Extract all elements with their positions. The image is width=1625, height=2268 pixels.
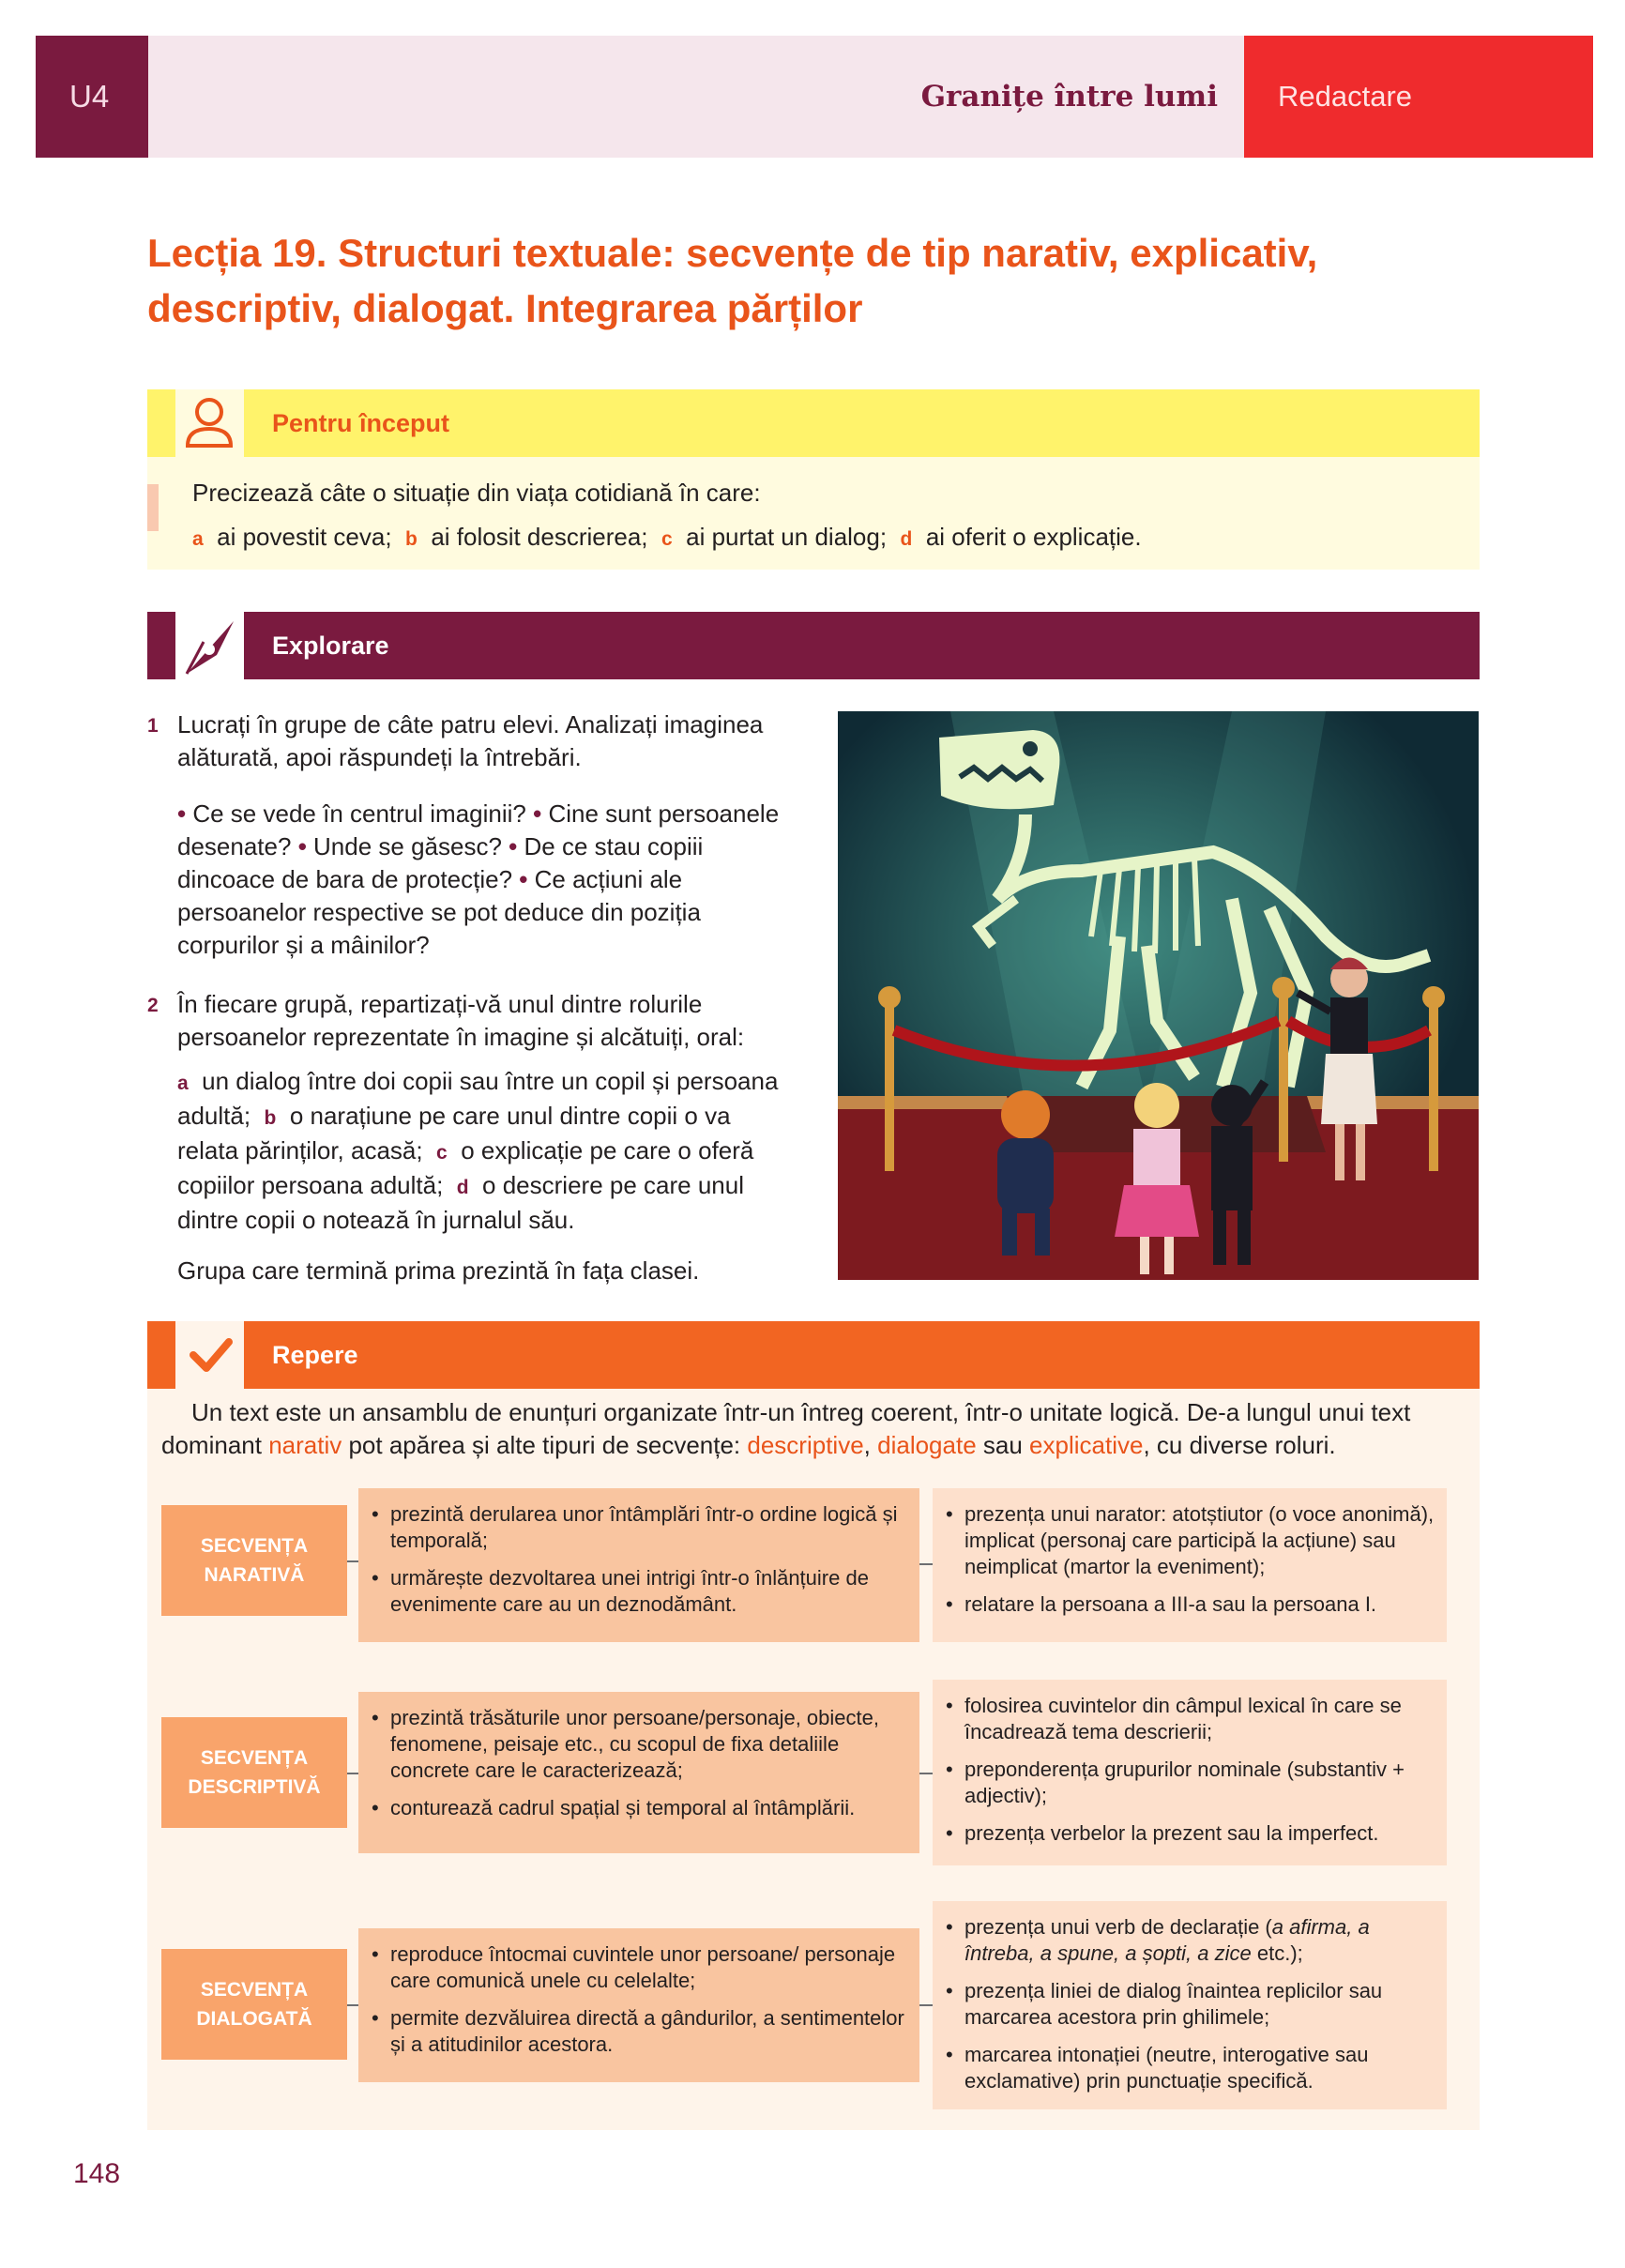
task-2-items: a un dialog între doi copii sau între un copil și persoana adultă; b o narațiune pe care unul dintre copii o va relata părinților, acasă; c o explicație pe care o oferă copiilor persoana adultă; d o descriere pe care unul dintre copii o notează în jurnalul său. — [177, 1067, 779, 1234]
repere-intro: Un text este un ansamblu de enunțuri organizate într-un întreg coerent, într-o unitate logică. De-a lungul unui text dominant narativ pot apărea și alte tipuri de secvențe: descriptive, dialogate sau explicative, cu diverse roluri. — [161, 1398, 1411, 1459]
list-item: • marcarea intonației (neutre, interogative sau exclamative) prin punctuație specifică. — [946, 2042, 1437, 2094]
pentru-inceput-label: Pentru început — [272, 408, 450, 437]
checkmark-icon — [186, 1331, 236, 1381]
explorare-label: Explorare — [272, 631, 389, 660]
pentru-inceput-bar — [244, 389, 1480, 457]
seq-narativa-features — [933, 1488, 1447, 1642]
lesson-title: Lecția 19. Structuri textuale: secvențe de tip narativ, explicativ, descriptiv, dialogat. Integrarea părților — [147, 231, 1318, 330]
page-number: 148 — [73, 2158, 121, 2189]
list-item: • folosirea cuvintelor din câmpul lexical în care se încadrează tema descrierii; — [946, 1693, 1437, 1745]
connector — [347, 1560, 358, 1562]
connector — [347, 2004, 358, 2006]
repere-stripe — [147, 1321, 175, 1389]
museum-illustration — [838, 711, 1479, 1280]
seq-descriptiva-features — [933, 1680, 1447, 1865]
list-item: • permite dezvăluirea directă a gândurilor, a sentimentelor și a atitudinilor acestora. — [372, 2005, 910, 2058]
explorare-stripe — [147, 612, 175, 679]
connector — [919, 1563, 933, 1565]
seq-descriptiva-definition — [358, 1692, 919, 1853]
seq-dialogata-definition — [358, 1928, 919, 2082]
connector — [919, 2004, 933, 2006]
unit-title: Granițe între lumi — [148, 36, 1244, 158]
list-item: • relatare la persoana a III-a sau la persoana I. — [946, 1591, 1437, 1618]
list-item: • prezintă trăsăturile unor persoane/personaje, obiecte, fenomene, peisaje etc., cu scopul de fixa detaliile concrete care le caracterizează; — [372, 1705, 910, 1784]
list-item: • prezența verbelor la prezent sau la imperfect. — [946, 1820, 1437, 1847]
list-item: • preponderența grupurilor nominale (substantiv + adjectiv); — [946, 1757, 1437, 1809]
task-1-questions: • Ce se vede în centrul imaginii? • Cine sunt persoanele desenate? • Unde se găsesc? • De ce stau copiii dincoace de bara de protecție? • Ce acțiuni ale persoanelor respective se pot deduce din poziția corpurilor și a mâinilor? — [177, 799, 780, 959]
task-2-number: 2 — [147, 995, 159, 1016]
pentru-inceput-stripe — [147, 389, 175, 457]
pentru-inceput-prompt: Precizează câte o situație din viața cotidiană în care: — [192, 479, 761, 507]
task-1-text: Lucrați în grupe de câte patru elevi. Analizați imaginea alăturată, apoi răspundeți la întrebări. — [177, 710, 764, 771]
list-item: • prezența unui narator: atotștiutor (o voce anonimă), implicat (personaj care participă la acțiune) sau neimplicat (martor la eveniment); — [946, 1501, 1437, 1580]
list-item: • prezența liniei de dialog înaintea replicilor sau marcarea acestora prin ghilimele; — [946, 1978, 1437, 2031]
seq-dialogata-label: SECVENȚA DIALOGATĂ — [161, 1949, 347, 2060]
repere-label: Repere — [272, 1340, 358, 1369]
repere-bar — [244, 1321, 1480, 1389]
task-2-text: În fiecare grupă, repartizați-vă unul dintre rolurile persoanelor reprezentate în imagine și alcătuiți, oral: — [177, 990, 745, 1051]
seq-narativa-label: SECVENȚA NARATIVĂ — [161, 1505, 347, 1616]
seq-narativa-definition — [358, 1488, 919, 1642]
unit-label: U4 — [36, 36, 148, 158]
category-label: Redactare — [1244, 36, 1593, 158]
seq-descriptiva-label: SECVENȚA DESCRIPTIVĂ — [161, 1717, 347, 1828]
connector — [347, 1773, 358, 1774]
explorare-bar — [244, 612, 1480, 679]
seq-dialogata-features — [933, 1901, 1447, 2109]
task-1-number: 1 — [147, 715, 159, 737]
task-2-closing: Grupa care termină prima prezintă în fața clasei. — [177, 1256, 700, 1285]
connector — [919, 1773, 933, 1774]
list-item: • urmărește dezvoltarea unei intrigi într-o înlănțuire de evenimente care au un deznodământ. — [372, 1565, 910, 1618]
user-icon — [180, 393, 238, 451]
list-item: • prezența unui verb de declarație (a afirma, a întreba, a spune, a șopti, a zice etc.); — [946, 1914, 1437, 1967]
pentru-inceput-items: a ai povestit ceva; b ai folosit descrierea; c ai purtat un dialog; d ai oferit o explicație. — [192, 523, 1142, 551]
list-item: • prezintă derularea unor întâmplări într-o ordine logică și temporală; — [372, 1501, 910, 1554]
pentru-inceput-marker — [147, 484, 159, 531]
list-item: • reproduce întocmai cuvintele unor persoane/ personaje care comunică unele cu celelalte; — [372, 1941, 910, 1994]
compass-icon — [181, 614, 239, 677]
list-item: • conturează cadrul spațial și temporal al întâmplării. — [372, 1795, 910, 1821]
